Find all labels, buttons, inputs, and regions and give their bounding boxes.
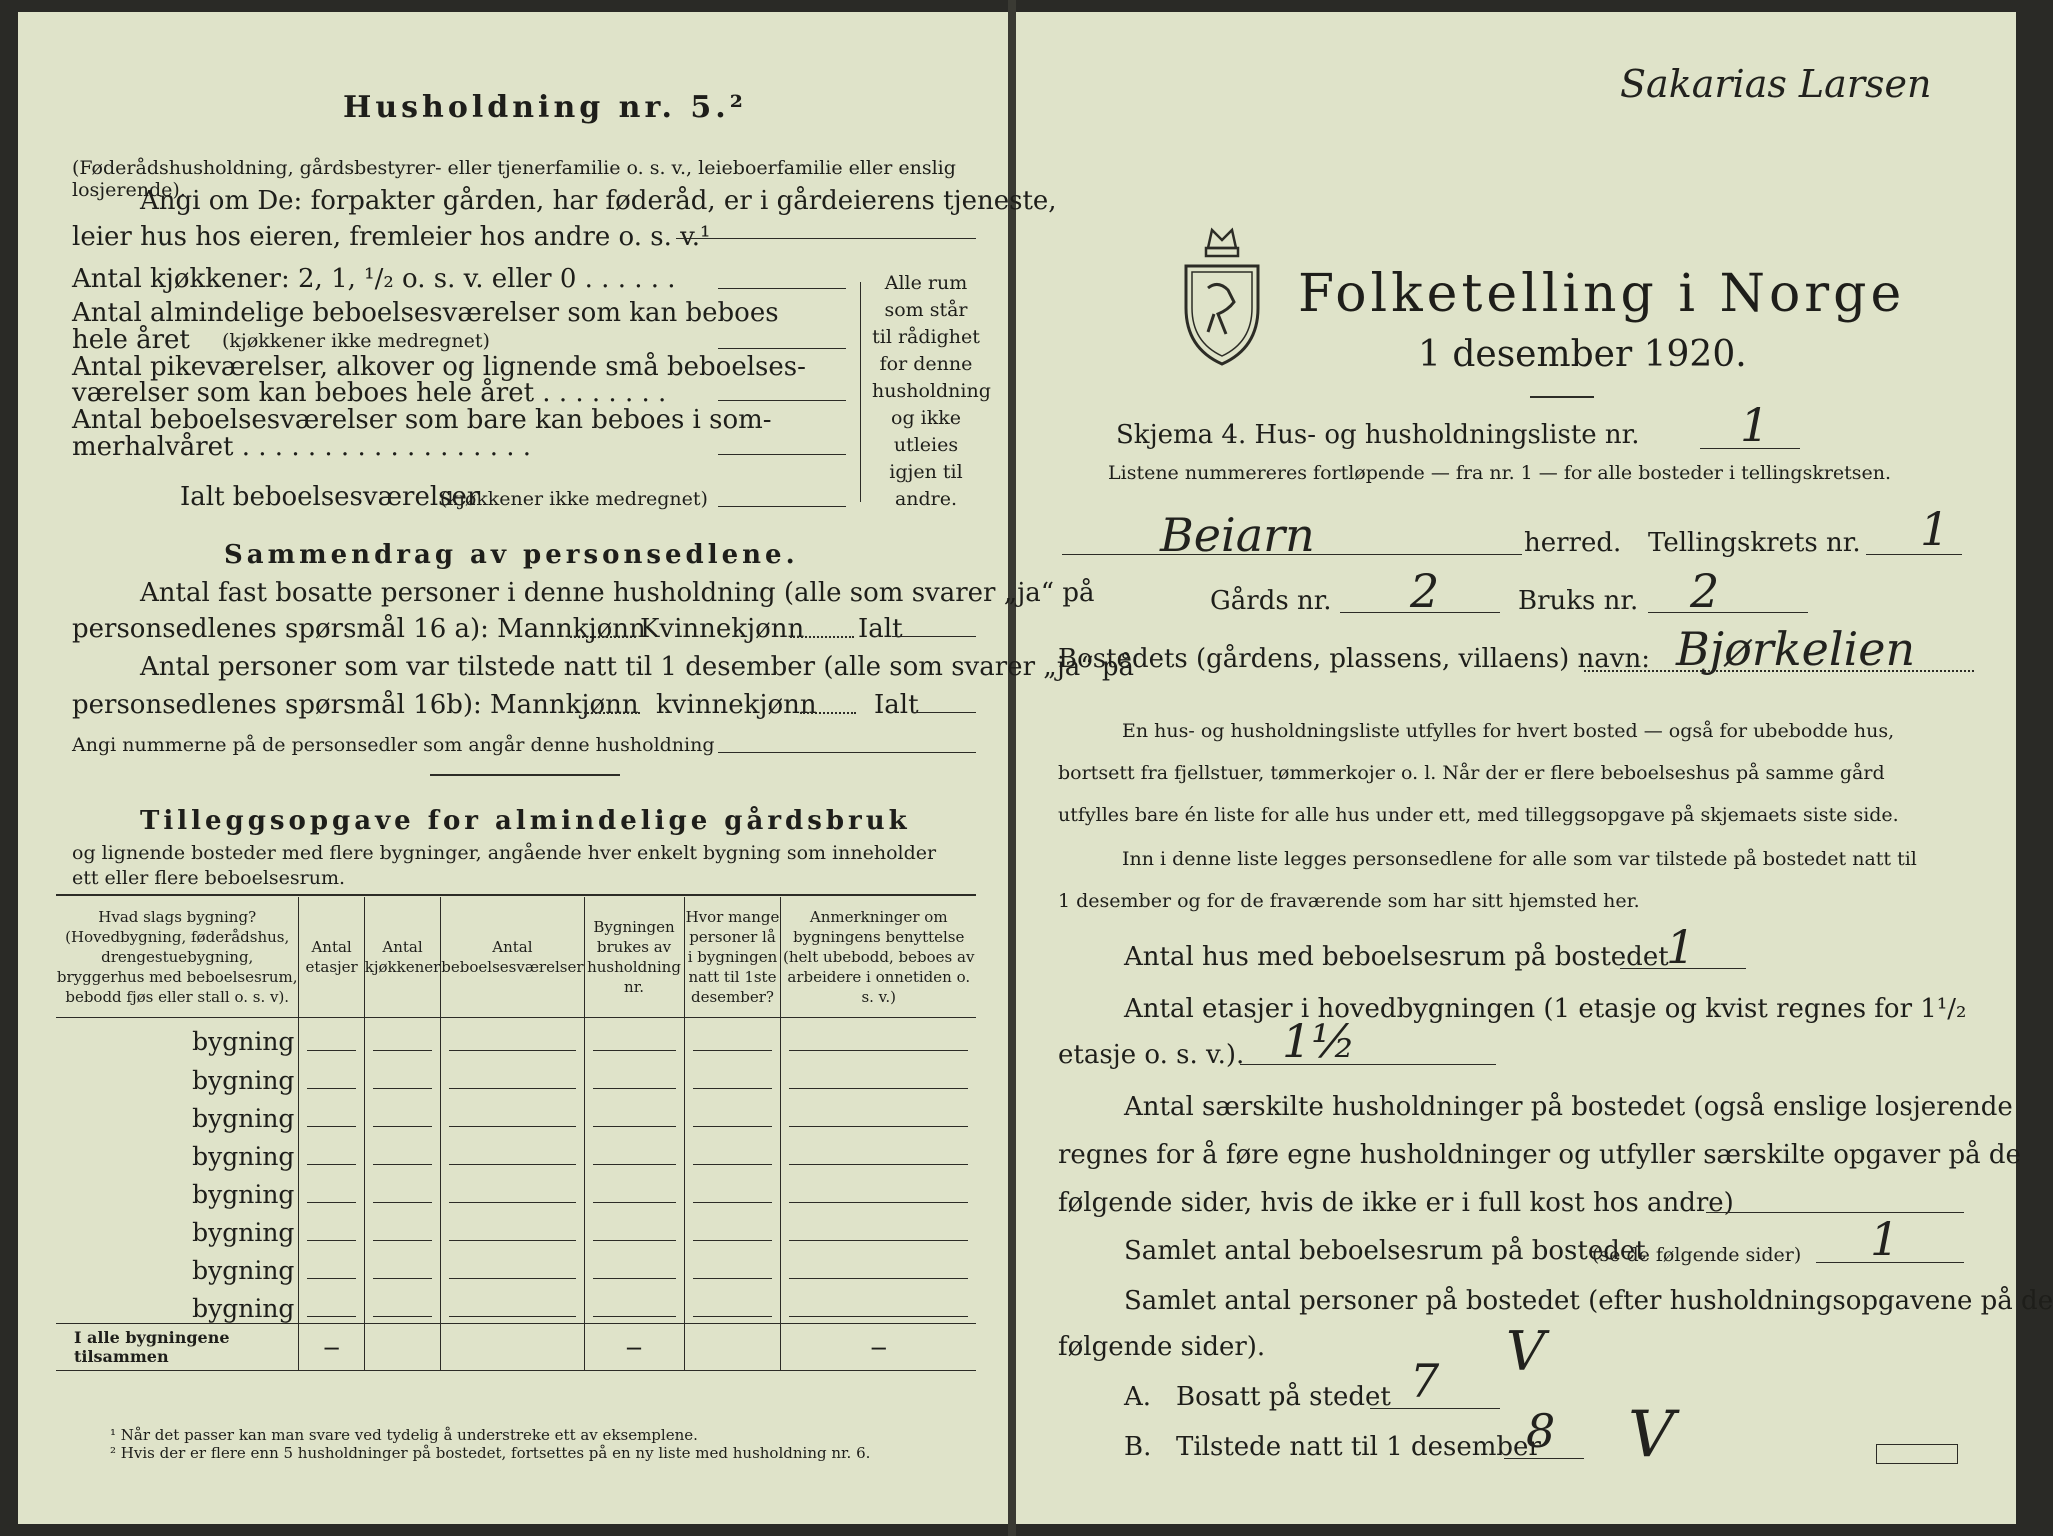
numbering-note: Listene nummereres fortløpende — fra nr. 1 — for alle bosteder i tellingskretsen. bbox=[1108, 462, 1892, 484]
supplement-text-2: ett eller flere beboelsesrum. bbox=[72, 867, 346, 889]
total-remarks: — bbox=[781, 1324, 976, 1371]
row-label: bygning bbox=[192, 1027, 295, 1056]
row-label: bygning bbox=[192, 1104, 295, 1133]
table-row bbox=[56, 1057, 976, 1096]
instruction-5: 1 desember og for de fraværende som har sitt hjemsted her. bbox=[1058, 890, 1640, 912]
rooms-value: 1 bbox=[1870, 1212, 1900, 1266]
bosted-value: Bjørkelien bbox=[1676, 622, 1916, 676]
total-label: I alle bygningene tilsammen bbox=[56, 1324, 299, 1371]
supplement-title: Tilleggsopgave for almindelige gårdsbruk bbox=[140, 806, 911, 836]
header-remarks: Anmerkninger om bygningens benyttelse (helt ubebodd, beboes av arbeidere i onnetiden o. s. v.) bbox=[781, 897, 976, 1018]
rooms-question-1b: hele året bbox=[72, 325, 190, 355]
resident-value: 7 bbox=[1410, 1354, 1440, 1408]
persons-question-b: følgende sider). bbox=[1058, 1332, 1266, 1362]
total-rooms-note: (kjøkkener ikke medregnet) bbox=[440, 488, 708, 510]
instruction-3: utfylles bare én liste for alle hus under ett, med tilleggsopgave på skjemaets siste side. bbox=[1058, 804, 1899, 826]
resident-label: Bosatt på stedet bbox=[1176, 1382, 1391, 1412]
rooms-question-3b: merhalvåret . . . . . . . . . . . . . . . . . . bbox=[72, 432, 532, 462]
table-row bbox=[56, 1285, 976, 1324]
present-letter: B. bbox=[1124, 1432, 1152, 1462]
bruks-value: 2 bbox=[1690, 564, 1720, 618]
gards-label: Gårds nr. bbox=[1210, 586, 1332, 616]
summary-line-3: Angi nummerne på de personsedler som angår denne husholdning bbox=[72, 734, 715, 756]
household-subtitle: (Føderådshusholdning, gårdsbestyrer- eller tjenerfamilie o. s. v., leieboerfamilie eller enslig losjerende). bbox=[72, 157, 956, 201]
houses-value: 1 bbox=[1666, 920, 1696, 974]
instruction-1: En hus- og husholdningsliste utfylles for hvert bosted — også for ubebodde hus, bbox=[1122, 720, 1895, 742]
header-kitchens: Antal kjøkkener bbox=[364, 897, 441, 1018]
schema-label: Skjema 4. Hus- og husholdningsliste nr. bbox=[1116, 420, 1640, 450]
header-persons: Hvor mange personer lå i bygningen natt til 1ste desember? bbox=[684, 897, 781, 1018]
krets-value: 1 bbox=[1920, 502, 1950, 556]
summary-title: Sammendrag av personsedlene. bbox=[224, 540, 799, 570]
summary-line-1b: personsedlenes spørsmål 16 a): Mannkjønn bbox=[72, 614, 646, 644]
table-row bbox=[56, 1209, 976, 1247]
present-label: Tilstede natt til 1 desember bbox=[1176, 1432, 1541, 1462]
row-label: bygning bbox=[192, 1066, 295, 1095]
total-household: — bbox=[584, 1324, 684, 1371]
footnote-1: ¹ Når det passer kan man svare ved tydelig å understreke ett av eksemplene. bbox=[110, 1426, 698, 1444]
households-question-a: Antal særskilte husholdninger på bostedet (også enslige losjerende bbox=[1124, 1092, 2013, 1122]
table-row bbox=[56, 1247, 976, 1285]
table-header-row bbox=[56, 897, 976, 1018]
present-checkmark: V bbox=[1628, 1398, 1675, 1472]
header-household-nr: Bygningen brukes av husholdning nr. bbox=[584, 897, 684, 1018]
summary-line-2b: personsedlenes spørsmål 16b): Mannkjønn bbox=[72, 690, 639, 720]
resident-letter: A. bbox=[1124, 1382, 1152, 1412]
summary-line-2d: Ialt bbox=[874, 690, 919, 720]
rooms-question-1a: Antal almindelige beboelsesværelser som kan beboes bbox=[72, 298, 779, 328]
table-row bbox=[56, 1171, 976, 1209]
census-date: 1 desember 1920. bbox=[1418, 334, 1747, 375]
brace-note: Alle rum som står til rådighet for denne husholdning og ikke utleies igjen til andre. bbox=[872, 272, 991, 510]
rooms-question-note: (se de følgende sider) bbox=[1592, 1244, 1802, 1266]
occupation-question-1: Angi om De: forpakter gården, har føderåd, er i gårdeierens tjeneste, bbox=[140, 186, 1057, 216]
instruction-4: Inn i denne liste legges personsedlene for alle som var tilstede på bostedet natt til bbox=[1122, 848, 1917, 870]
header-building-type: Hvad slags bygning? (Hovedbygning, føderådshus, drengestuebygning, bryggerhus med beboelsesrum, bebodd fjøs eller stall o. s. v). bbox=[56, 897, 299, 1018]
row-label: bygning bbox=[192, 1294, 295, 1323]
gards-value: 2 bbox=[1410, 564, 1440, 618]
houses-question: Antal hus med beboelsesrum på bostedet bbox=[1124, 942, 1669, 972]
bruks-label: Bruks nr. bbox=[1518, 586, 1639, 616]
row-label: bygning bbox=[192, 1142, 295, 1171]
summary-line-1a: Antal fast bosatte personer i denne husholdning (alle som svarer „ja“ på bbox=[140, 578, 1095, 608]
household-title: Husholdning nr. 5.² bbox=[343, 90, 747, 125]
herred-label: herred. bbox=[1524, 528, 1622, 558]
printer-stamp bbox=[1876, 1444, 1958, 1464]
signature: Sakarias Larsen bbox=[1620, 62, 1932, 106]
footnote-2: ² Hvis der er flere enn 5 husholdninger på bostedet, fortsettes på en ny liste med husholdning nr. 6. bbox=[110, 1444, 871, 1462]
rooms-question-2b: værelser som kan beboes hele året . . . . . . . . bbox=[72, 378, 667, 408]
bosted-label: Bostedets (gårdens, plassens, villaens) navn: bbox=[1058, 644, 1650, 674]
census-title: Folketelling i Norge bbox=[1298, 264, 1906, 324]
row-label: bygning bbox=[192, 1256, 295, 1285]
herred-value: Beiarn bbox=[1160, 508, 1315, 562]
total-rooms-label: Ialt beboelsesværelser bbox=[180, 482, 480, 512]
table-row bbox=[56, 1095, 976, 1133]
building-table bbox=[56, 897, 976, 1371]
table-row bbox=[56, 1018, 976, 1057]
households-question-b: regnes for å føre egne husholdninger og utfyller særskilte opgaver på de bbox=[1058, 1140, 2021, 1170]
coat-of-arms-icon bbox=[1178, 218, 1266, 368]
row-label: bygning bbox=[192, 1218, 295, 1247]
instruction-2: bortsett fra fjellstuer, tømmerkojer o. l. Når der er flere beboelseshus på samme gård bbox=[1058, 762, 1885, 784]
rooms-question-2a: Antal pikeværelser, alkover og lignende små beboelses- bbox=[72, 352, 806, 382]
rooms-question-1c: (kjøkkener ikke medregnet) bbox=[222, 330, 490, 352]
summary-line-1d: Ialt bbox=[858, 614, 903, 644]
summary-line-2c: kvinnekjønn bbox=[656, 690, 817, 720]
persons-question-a: Samlet antal personer på bostedet (efter husholdningsopgavene på de bbox=[1124, 1286, 2053, 1316]
brace bbox=[860, 282, 861, 502]
spine bbox=[1008, 0, 1016, 1536]
total-floors: — bbox=[299, 1324, 364, 1371]
krets-label: Tellingskrets nr. bbox=[1648, 528, 1861, 558]
table-total-row bbox=[56, 1324, 976, 1371]
schema-value: 1 bbox=[1740, 398, 1770, 452]
floors-value: 1½ bbox=[1282, 1014, 1356, 1068]
header-rooms: Antal beboelsesværelser bbox=[441, 897, 584, 1018]
present-value: 8 bbox=[1526, 1404, 1556, 1458]
summary-line-1c: Kvinnekjønn bbox=[640, 614, 805, 644]
rooms-question-3a: Antal beboelsesværelser som bare kan beboes i som- bbox=[72, 405, 772, 435]
floors-question-b: etasje o. s. v.). bbox=[1058, 1040, 1245, 1070]
divider bbox=[430, 774, 620, 776]
kitchens-question: Antal kjøkkener: 2, 1, ¹/₂ o. s. v. eller 0 . . . . . . bbox=[72, 264, 676, 294]
table-row bbox=[56, 1133, 976, 1171]
rooms-question: Samlet antal beboelsesrum på bostedet bbox=[1124, 1236, 1646, 1266]
row-label: bygning bbox=[192, 1180, 295, 1209]
occupation-question-2: leier hus hos eieren, fremleier hos andre o. s. v.¹ bbox=[72, 222, 711, 252]
summary-line-2a: Antal personer som var tilstede natt til 1 desember (alle som svarer „ja“ på bbox=[140, 652, 1134, 682]
header-floors: Antal etasjer bbox=[299, 897, 364, 1018]
floors-question-a: Antal etasjer i hovedbygningen (1 etasje og kvist regnes for 1¹/₂ bbox=[1124, 994, 1967, 1024]
resident-checkmark: V bbox=[1506, 1320, 1545, 1383]
supplement-text-1: og lignende bosteder med flere bygninger, angående hver enkelt bygning som inneholder bbox=[72, 842, 937, 864]
households-question-c: følgende sider, hvis de ikke er i full kost hos andre) bbox=[1058, 1188, 1734, 1218]
